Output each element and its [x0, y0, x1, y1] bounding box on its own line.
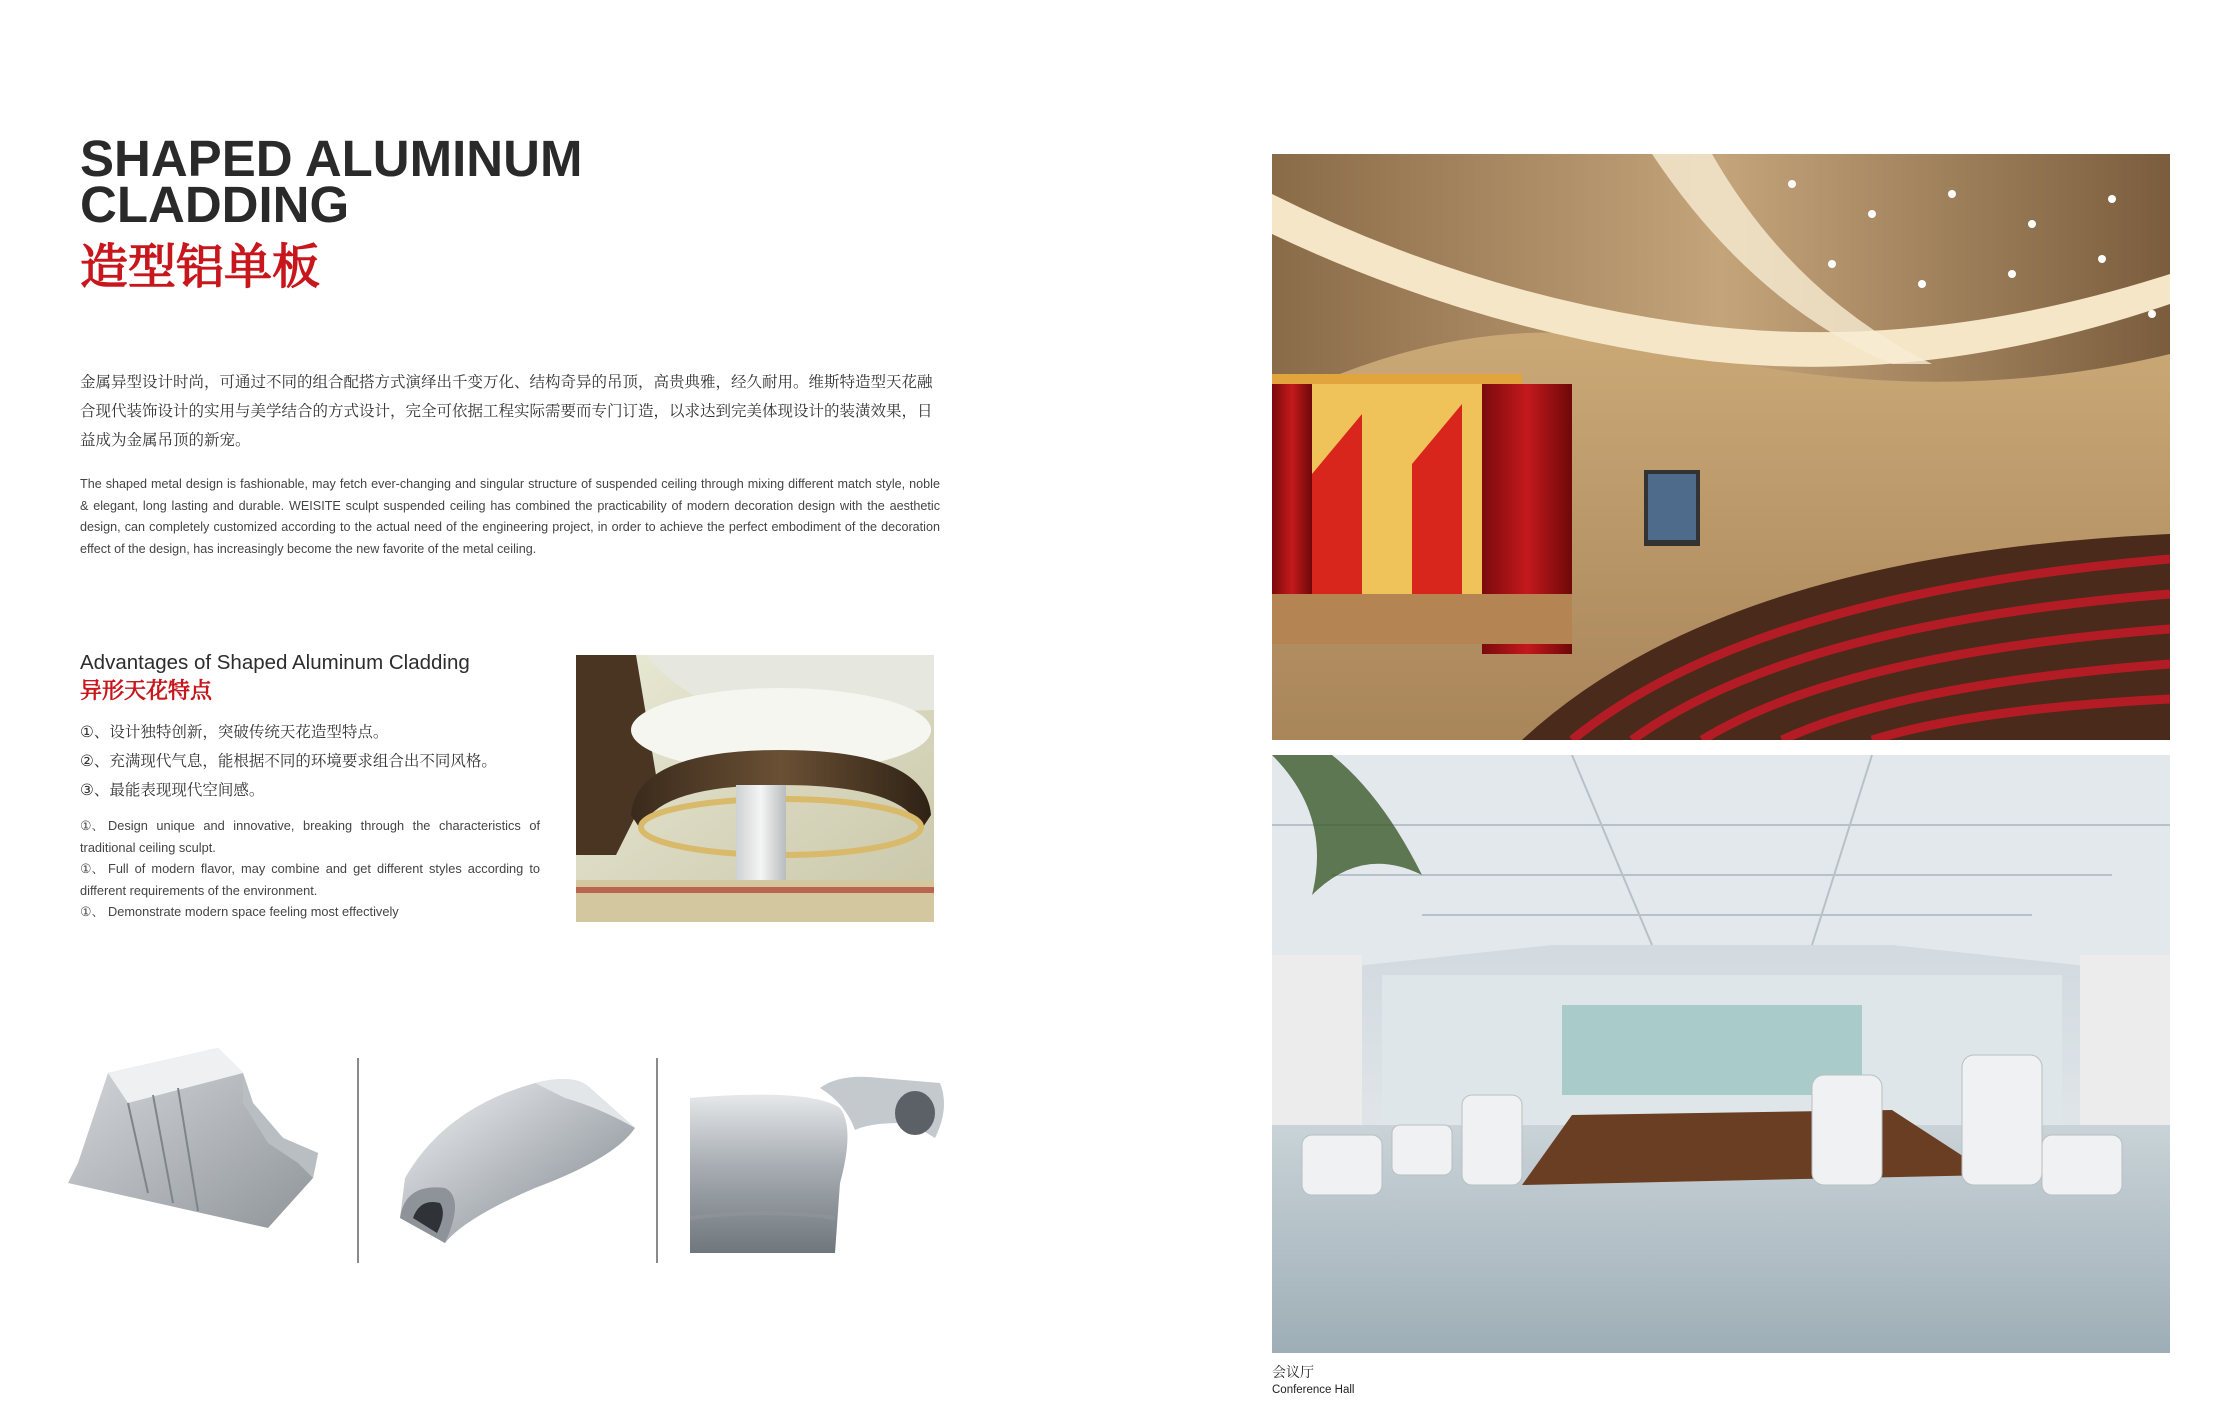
advantage-item-cn: ②、充满现代气息，能根据不同的环境要求组合出不同风格。 — [80, 753, 497, 770]
advantages-list-en — [80, 815, 540, 923]
photo-caption-cn: 会议厅 — [1272, 1364, 1314, 1380]
step-profile-panel-image — [68, 1043, 322, 1228]
divider-line — [357, 1058, 359, 1263]
advantage-number: ①、 — [80, 904, 105, 919]
advantage-item-en — [80, 815, 540, 858]
advantages-list-cn — [80, 718, 550, 805]
auditorium-photo — [1272, 154, 2170, 740]
conference-hall-photo — [1272, 755, 2170, 1353]
advantages-heading-en: Advantages of Shaped Aluminum Cladding — [80, 651, 470, 674]
advantage-number: ①、 — [80, 818, 105, 833]
advantage-item-en — [80, 901, 540, 923]
ceiling-ring-photo — [576, 655, 934, 922]
advantage-item-cn: ③、最能表现现代空间感。 — [80, 782, 265, 799]
intro-paragraph-cn: 金属异型设计时尚，可通过不同的组合配搭方式演绎出千变万化、结构奇异的吊顶，高贵典雅，经久耐用。维斯特造型天花融合现代装饰设计的实用与美学结合的方式设计，完全可依据工程实际需要而专门订造，以求达到完美体现设计的装潢效果，日益成为金属吊顶的新宠。 — [80, 374, 933, 449]
page-title-en: SHAPED ALUMINUM CLADDING — [80, 130, 583, 233]
advantage-item-cn: ①、设计独特创新，突破传统天花造型特点。 — [80, 724, 389, 741]
advantage-number: ①、 — [80, 861, 105, 876]
advantages-heading-cn: 异形天花特点 — [80, 678, 213, 703]
curved-profile-panel-image — [385, 1068, 640, 1258]
advantage-item-en — [80, 858, 540, 901]
advantage-text: Design unique and innovative, breaking through the characteristics of traditional ceiling sculpt. — [80, 818, 540, 855]
page-title-cn: 造型铝单板 — [80, 241, 321, 294]
divider-line — [656, 1058, 658, 1263]
ring-profile-panel-image — [690, 1068, 945, 1253]
intro-paragraph-en: The shaped metal design is fashionable, may fetch ever-changing and singular structure of suspended ceiling through mixing different match style, noble & elegant, long lasting and durable. WEISITE sculpt suspended ceiling has combined the practicability of modern decoration design with the aesthetic design, can completely customized according to the actual need of the engineering project, in order to achieve the perfect embodiment of the decoration effect of the design, has increasingly become the new favorite of the metal ceiling. — [80, 477, 940, 556]
photo-caption-en: Conference Hall — [1272, 1384, 1355, 1396]
advantage-text: Full of modern flavor, may combine and get different styles according to different requirements of the environment. — [80, 861, 540, 898]
advantage-text: Demonstrate modern space feeling most effectively — [108, 904, 399, 919]
